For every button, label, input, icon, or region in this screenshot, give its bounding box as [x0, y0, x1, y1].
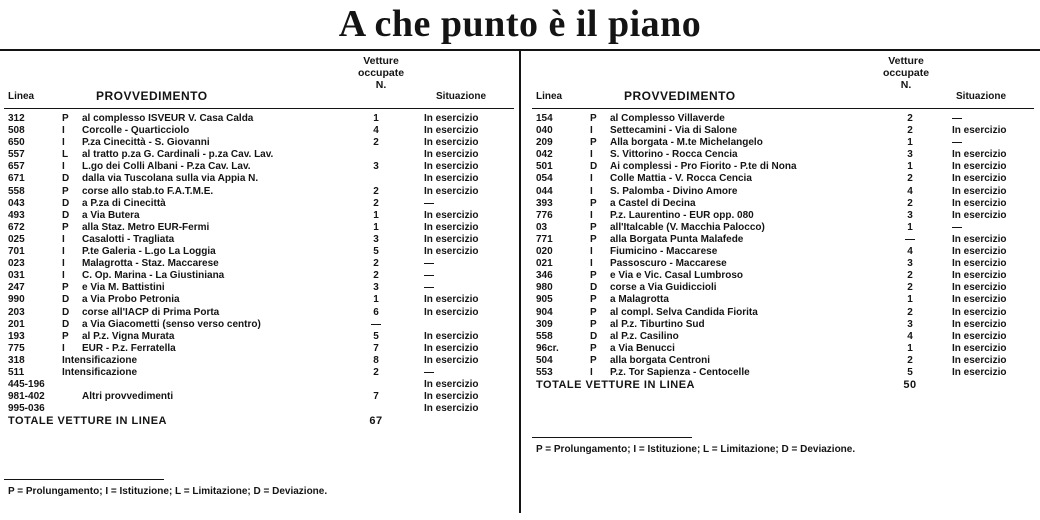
table-row: 445-196 In esercizio	[8, 379, 479, 391]
table-row: 042 I S. Vittorino - Rocca Cencia 3 In esercizio	[536, 149, 1007, 161]
total-row	[532, 379, 1034, 391]
table-row: 154 P al Complesso Villaverde 2 —	[536, 113, 962, 124]
total-label: TOTALE VETTURE IN LINEA	[536, 379, 695, 392]
column-divider	[519, 51, 521, 513]
table-row: 393 P a Castel di Decina 2 In esercizio	[536, 197, 1007, 209]
page-title: A che punto è il piano	[338, 3, 702, 45]
legend-rule	[532, 437, 692, 438]
table-row: 980 D corse a Via Guidiccioli 2 In esercizio	[536, 282, 1007, 294]
legend: P = Prolungamento; I = Istituzione; L = Limitazione; D = Deviazione.	[8, 486, 328, 497]
total-value: 50	[903, 379, 917, 392]
table-row: 981-402 Altri provvedimenti 7 In esercizio	[8, 391, 479, 403]
table-row: 990 D a Via Probo Petronia 1 In esercizio	[8, 294, 479, 306]
header-rule	[4, 108, 514, 109]
total-value: 67	[369, 415, 383, 428]
header-linea: Linea	[536, 91, 563, 102]
table-row: 995-036 In esercizio	[8, 403, 479, 415]
table-row: 193 P al P.z. Vigna Murata 5 In esercizio	[8, 330, 479, 342]
header-vetture: Vetture occupate N.	[357, 55, 405, 91]
table-row: 023 I Malagrotta - Staz. Maccarese 2 —	[8, 258, 434, 270]
table-row: 776 I P.z. Laurentino - EUR opp. 080 3 In esercizio	[536, 209, 1007, 221]
table-row: 318 Intensificazione 8 In esercizio	[8, 354, 479, 366]
table-row: 054 I Colle Mattia - V. Rocca Cencia 2 In esercizio	[536, 173, 1007, 185]
table-row: 021 I Passoscuro - Maccarese 3 In esercizio	[536, 258, 1007, 270]
table-row: 209 P Alla borgata - M.te Michelangelo 1 —	[536, 137, 962, 149]
table-row: 03 P all'Italcable (V. Macchia Palocco) 1 —	[536, 221, 962, 233]
table-row: 508 I Corcolle - Quarticciolo 4 In esercizio	[8, 125, 479, 137]
right-table	[532, 51, 1034, 455]
table-row: 031 I C. Op. Marina - La Giustiniana 2 —	[8, 270, 434, 282]
table-row: 553 I P.z. Tor Sapienza - Centocelle 5 In esercizio	[536, 366, 1007, 378]
table-row: 203 D corse all'IACP di Prima Porta 6 In esercizio	[8, 306, 479, 318]
table-row: 309 P al P.z. Tiburtino Sud 3 In esercizio	[536, 318, 1007, 330]
table-row: 247 P e Via M. Battistini 3 —	[8, 282, 434, 294]
total-row	[4, 415, 514, 427]
table-row: 044 I S. Palomba - Divino Amore 4 In esercizio	[536, 185, 1007, 197]
table-header	[4, 51, 514, 108]
header-situazione: Situazione	[956, 91, 1007, 102]
table-row: 672 P alla Staz. Metro EUR-Fermi 1 In esercizio	[8, 221, 479, 233]
table-row: 025 I Casalotti - Tragliata 3 In esercizio	[8, 233, 479, 245]
header-linea: Linea	[8, 91, 35, 102]
table-row: 657 I L.go dei Colli Albani - P.za Cav. Lav. 3 In esercizio	[8, 161, 479, 173]
header-rule	[532, 108, 1034, 109]
table-row: 558 D al P.z. Casilino 4 In esercizio	[536, 330, 1007, 342]
header-provvedimento: PROVVEDIMENTO	[96, 89, 208, 103]
table-row: 504 P alla borgata Centroni 2 In esercizio	[536, 354, 1007, 366]
table-body	[532, 113, 1034, 391]
left-table	[4, 51, 514, 497]
header-vetture: Vetture occupate N.	[882, 55, 930, 91]
table-row: 96cr. P a Via Benucci 1 In esercizio	[536, 342, 1007, 354]
table-row: 650 I P.za Cinecittà - S. Giovanni 2 In esercizio	[8, 137, 479, 149]
table-row: 020 I Fiumicino - Maccarese 4 In esercizio	[536, 246, 1007, 258]
table-row: 771 P alla Borgata Punta Malafede — In esercizio	[536, 233, 1007, 245]
table-row: 493 D a Via Butera 1 In esercizio	[8, 209, 479, 221]
table-row: 558 P corse allo stab.to F.A.T.M.E. 2 In esercizio	[8, 185, 479, 197]
legend: P = Prolungamento; I = Istituzione; L = Limitazione; D = Deviazione.	[536, 444, 856, 455]
table-row: 043 D a P.za di Cinecittà 2 —	[8, 197, 434, 209]
header-situazione: Situazione	[436, 91, 487, 102]
table-row: 904 P al compl. Selva Candida Fiorita 2 In esercizio	[536, 306, 1007, 318]
table-row: 312 P al complesso ISVEUR V. Casa Calda 1 In esercizio	[8, 113, 479, 124]
table-row: 775 I EUR - P.z. Ferratella 7 In esercizio	[8, 342, 479, 354]
table-row: 346 P e Via e Vic. Casal Lumbroso 2 In esercizio	[536, 270, 1007, 282]
total-label: TOTALE VETTURE IN LINEA	[8, 415, 167, 428]
table-row: 501 D Ai complessi - Pro Fiorito - P.te di Nona 1 In esercizio	[536, 161, 1007, 173]
table-row: 905 P a Malagrotta 1 In esercizio	[536, 294, 1007, 306]
table-header	[532, 51, 1034, 108]
table-row: 201 D a Via Giacometti (senso verso centro) —	[8, 318, 381, 330]
table-row: 040 I Settecamini - Via di Salone 2 In esercizio	[536, 125, 1007, 137]
header-provvedimento: PROVVEDIMENTO	[624, 89, 736, 103]
table-row: 671 D dalla via Tuscolana sulla via Appia N. In esercizio	[8, 173, 479, 185]
legend-rule	[4, 479, 164, 480]
table-body	[4, 113, 514, 427]
table-row: 511 Intensificazione 2 —	[8, 366, 434, 378]
table-row: 557 L al tratto p.za G. Cardinali - p.za Cav. Lav. In esercizio	[8, 149, 479, 161]
table-row: 701 I P.te Galeria - L.go La Loggia 5 In esercizio	[8, 246, 479, 258]
